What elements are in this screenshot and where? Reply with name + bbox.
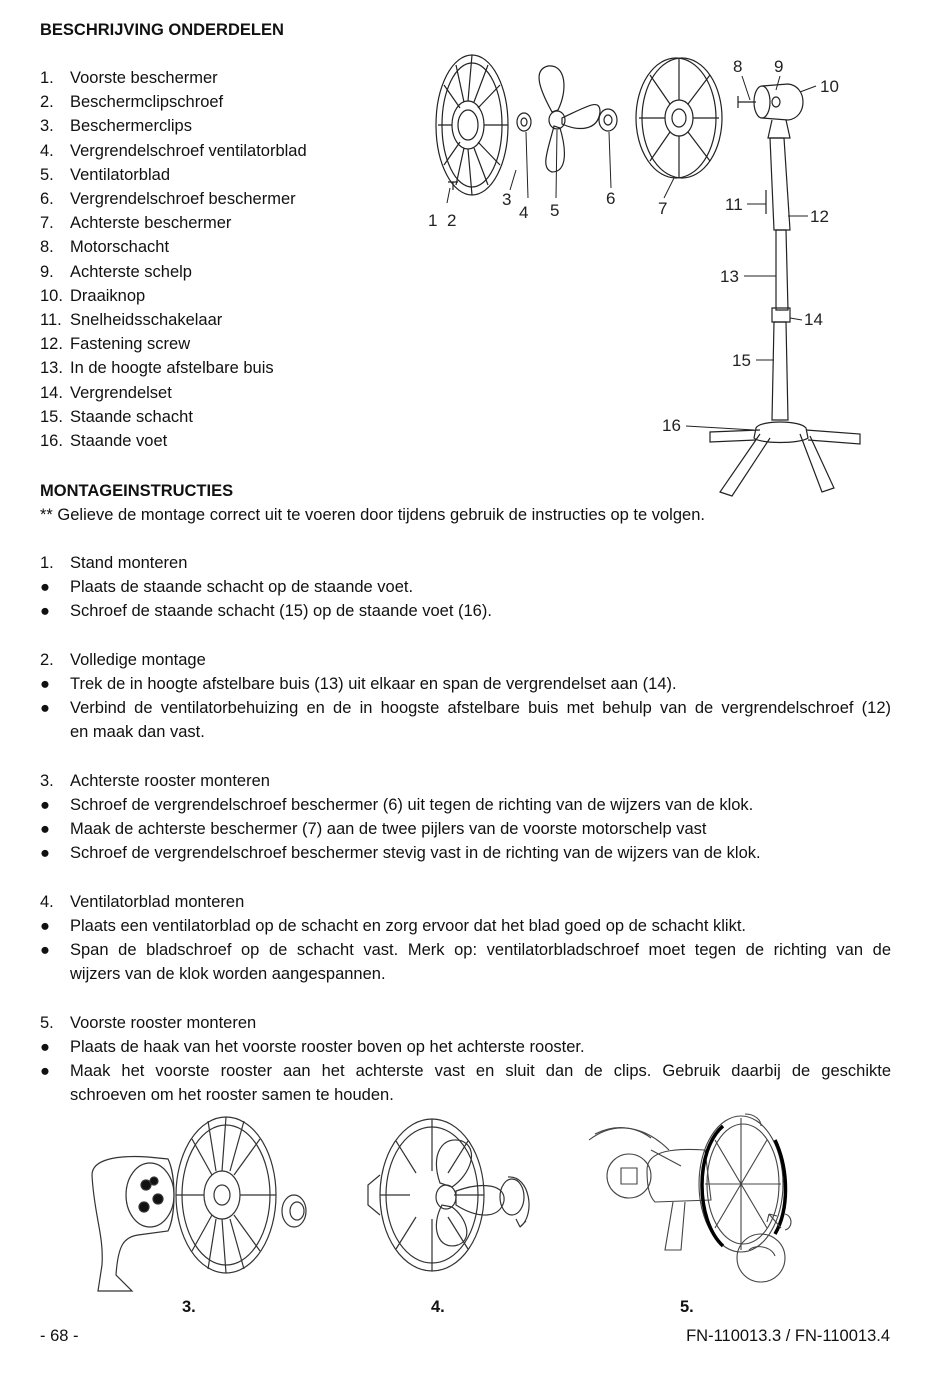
exploded-parts-diagram xyxy=(420,50,880,510)
step-bullet xyxy=(40,938,891,986)
diagram-label-10: 10 xyxy=(820,77,839,96)
parts-list-number: 3. xyxy=(40,117,54,136)
step-bullet xyxy=(40,841,891,865)
figure-caption-3: 3. xyxy=(182,1298,196,1316)
bullet-icon: ● xyxy=(40,820,50,839)
step-title-text: Ventilatorblad monteren xyxy=(70,892,245,911)
bullet-icon: ● xyxy=(40,1038,50,1056)
step-bullet xyxy=(40,696,891,744)
diagram-label-11: 11 xyxy=(725,195,743,214)
step-number: 2. xyxy=(40,650,54,669)
bullet-icon: ● xyxy=(40,602,50,621)
parts-list-number: 5. xyxy=(40,165,54,184)
parts-list-number: 1. xyxy=(40,69,54,87)
bullet-icon: ● xyxy=(40,844,50,863)
parts-list-number: 12. xyxy=(40,335,63,354)
parts-list-number: 4. xyxy=(40,141,54,160)
diagram-label-8: 8 xyxy=(733,57,743,76)
parts-list-label: Staande schacht xyxy=(70,407,193,426)
assembly-note: ** Gelieve de montage correct uit te voeren door tijdens gebruik de instructies op te volgen. xyxy=(40,506,705,524)
parts-list-label: Achterste beschermer xyxy=(70,214,232,233)
diagram-label-12: 12 xyxy=(810,207,829,226)
diagram-label-2: 2 xyxy=(447,211,457,230)
step-bullet xyxy=(40,1059,891,1107)
assembly-heading: MONTAGEINSTRUCTIES xyxy=(40,482,234,500)
parts-list-label: Voorste beschermer xyxy=(70,69,218,87)
diagram-label-6: 6 xyxy=(606,189,616,208)
diagram-label-9: 9 xyxy=(774,57,784,76)
parts-list-label: Draaiknop xyxy=(70,286,146,305)
rear-guard-drawing xyxy=(636,58,722,178)
bullet-text: Plaats een ventilatorblad op de schacht en zorg ervoor dat het blad goed op de schacht klikt. xyxy=(70,917,747,935)
parts-list-number: 14. xyxy=(40,383,63,402)
parts-heading: BESCHRIJVING ONDERDELEN xyxy=(40,21,284,39)
bullet-icon: ● xyxy=(40,941,50,960)
bullet-text: Span de bladschroef op de schacht vast. Merk op: ventilatorbladschroef moet tegen de richting van de xyxy=(70,941,891,960)
fan-blade-drawing xyxy=(539,66,600,172)
step-bullet xyxy=(40,914,891,938)
step-number: 1. xyxy=(40,554,54,572)
footer-model-number: FN-110013.3 / FN-110013.4 xyxy=(686,1327,890,1345)
bullet-text: en maak dan vast. xyxy=(70,723,205,742)
diagram-label-3: 3 xyxy=(502,190,512,209)
parts-list-label: Ventilatorblad xyxy=(70,165,170,184)
parts-list-label: Snelheidsschakelaar xyxy=(70,311,223,329)
bullet-icon: ● xyxy=(40,796,50,814)
bullet-icon: ● xyxy=(40,699,50,718)
step-bullet xyxy=(40,1035,891,1059)
parts-list-number: 2. xyxy=(40,93,54,112)
parts-list-label: Vergrendelschroef ventilatorblad xyxy=(70,141,307,160)
parts-list-number: 16. xyxy=(40,432,63,450)
parts-list-number: 6. xyxy=(40,190,54,208)
step-bullet xyxy=(40,793,891,817)
step-4-illustration xyxy=(360,1115,540,1305)
figure-caption-4: 4. xyxy=(431,1298,445,1316)
figure-caption-5: 5. xyxy=(680,1298,694,1316)
step-title-text: Volledige montage xyxy=(70,650,206,669)
bullet-icon: ● xyxy=(40,917,50,935)
step-bullet xyxy=(40,575,891,599)
bullet-text: Schroef de vergrendelschroef beschermer stevig vast in de richting van de wijzers van de klok. xyxy=(70,844,761,863)
diagram-label-15: 15 xyxy=(732,351,751,370)
bullet-text: Maak de achterste beschermer (7) aan de twee pijlers van de voorste motorschelp vast xyxy=(70,820,707,839)
step-bullet xyxy=(40,817,891,841)
step-title-text: Stand monteren xyxy=(70,554,188,572)
diagram-label-1: 1 xyxy=(428,211,438,230)
step-number: 4. xyxy=(40,892,54,911)
bullet-text: Plaats de haak van het voorste rooster boven op het achterste rooster. xyxy=(70,1038,585,1056)
diagram-label-5: 5 xyxy=(550,201,560,220)
parts-list-label: Beschermclipschroef xyxy=(70,93,224,112)
bullet-text: Schroef de staande schacht (15) op de staande voet (16). xyxy=(70,602,492,621)
bullet-text: Plaats de staande schacht op de staande voet. xyxy=(70,578,414,597)
parts-list-number: 8. xyxy=(40,238,54,257)
bullet-text: Schroef de vergrendelschroef beschermer (6) uit tegen de richting van de wijzers van de klok. xyxy=(70,796,754,814)
parts-list-label: In de hoogte afstelbare buis xyxy=(70,359,274,378)
footer-page-number: - 68 - xyxy=(40,1327,79,1345)
parts-list-number: 10. xyxy=(40,286,63,305)
front-guard-drawing xyxy=(436,55,508,195)
step-5-illustration xyxy=(585,1110,825,1295)
bullet-icon: ● xyxy=(40,675,50,693)
step-bullet xyxy=(40,672,891,696)
parts-list-label: Staande voet xyxy=(70,432,168,450)
diagram-label-4: 4 xyxy=(519,203,529,222)
bullet-text: Maak het voorste rooster aan het achterste vast en sluit dan de clips. Gebruik daarbij de geschikte xyxy=(70,1062,891,1081)
parts-list-label: Vergrendelset xyxy=(70,383,172,402)
parts-list-label: Vergrendelschroef beschermer xyxy=(70,190,296,208)
parts-list-number: 7. xyxy=(40,214,54,233)
stand-base-drawing xyxy=(710,422,860,496)
bullet-text: wijzers van de klok worden aangespannen. xyxy=(70,965,386,984)
parts-list-number: 13. xyxy=(40,359,63,378)
step-title-text: Achterste rooster monteren xyxy=(70,771,270,790)
step-number: 5. xyxy=(40,1013,54,1032)
bullet-text: Verbind de ventilatorbehuizing en de in hoogste afstelbare buis met behulp van de vergrendelschroef (12) xyxy=(70,699,891,718)
parts-list-number: 9. xyxy=(40,262,54,281)
parts-list-label: Beschermerclips xyxy=(70,117,192,136)
bullet-text: Trek de in hoogte afstelbare buis (13) uit elkaar en span de vergrendelset aan (14). xyxy=(70,675,677,693)
parts-list-number: 11. xyxy=(40,311,62,329)
bullet-icon: ● xyxy=(40,1062,50,1081)
parts-list-number: 15. xyxy=(40,407,63,426)
diagram-label-16: 16 xyxy=(662,416,681,435)
bullet-icon: ● xyxy=(40,578,50,597)
step-title-text: Voorste rooster monteren xyxy=(70,1013,257,1032)
step-number: 3. xyxy=(40,771,54,790)
step-3-illustration xyxy=(88,1115,318,1305)
parts-list-label: Motorschacht xyxy=(70,238,170,257)
step-bullet xyxy=(40,599,891,623)
parts-list-label: Achterste schelp xyxy=(70,262,192,281)
diagram-label-7: 7 xyxy=(658,199,668,218)
diagram-label-14: 14 xyxy=(804,310,823,329)
diagram-label-13: 13 xyxy=(720,267,739,286)
parts-list-label: Fastening screw xyxy=(70,335,191,354)
bullet-text: schroeven om het rooster samen te houden. xyxy=(70,1086,394,1105)
